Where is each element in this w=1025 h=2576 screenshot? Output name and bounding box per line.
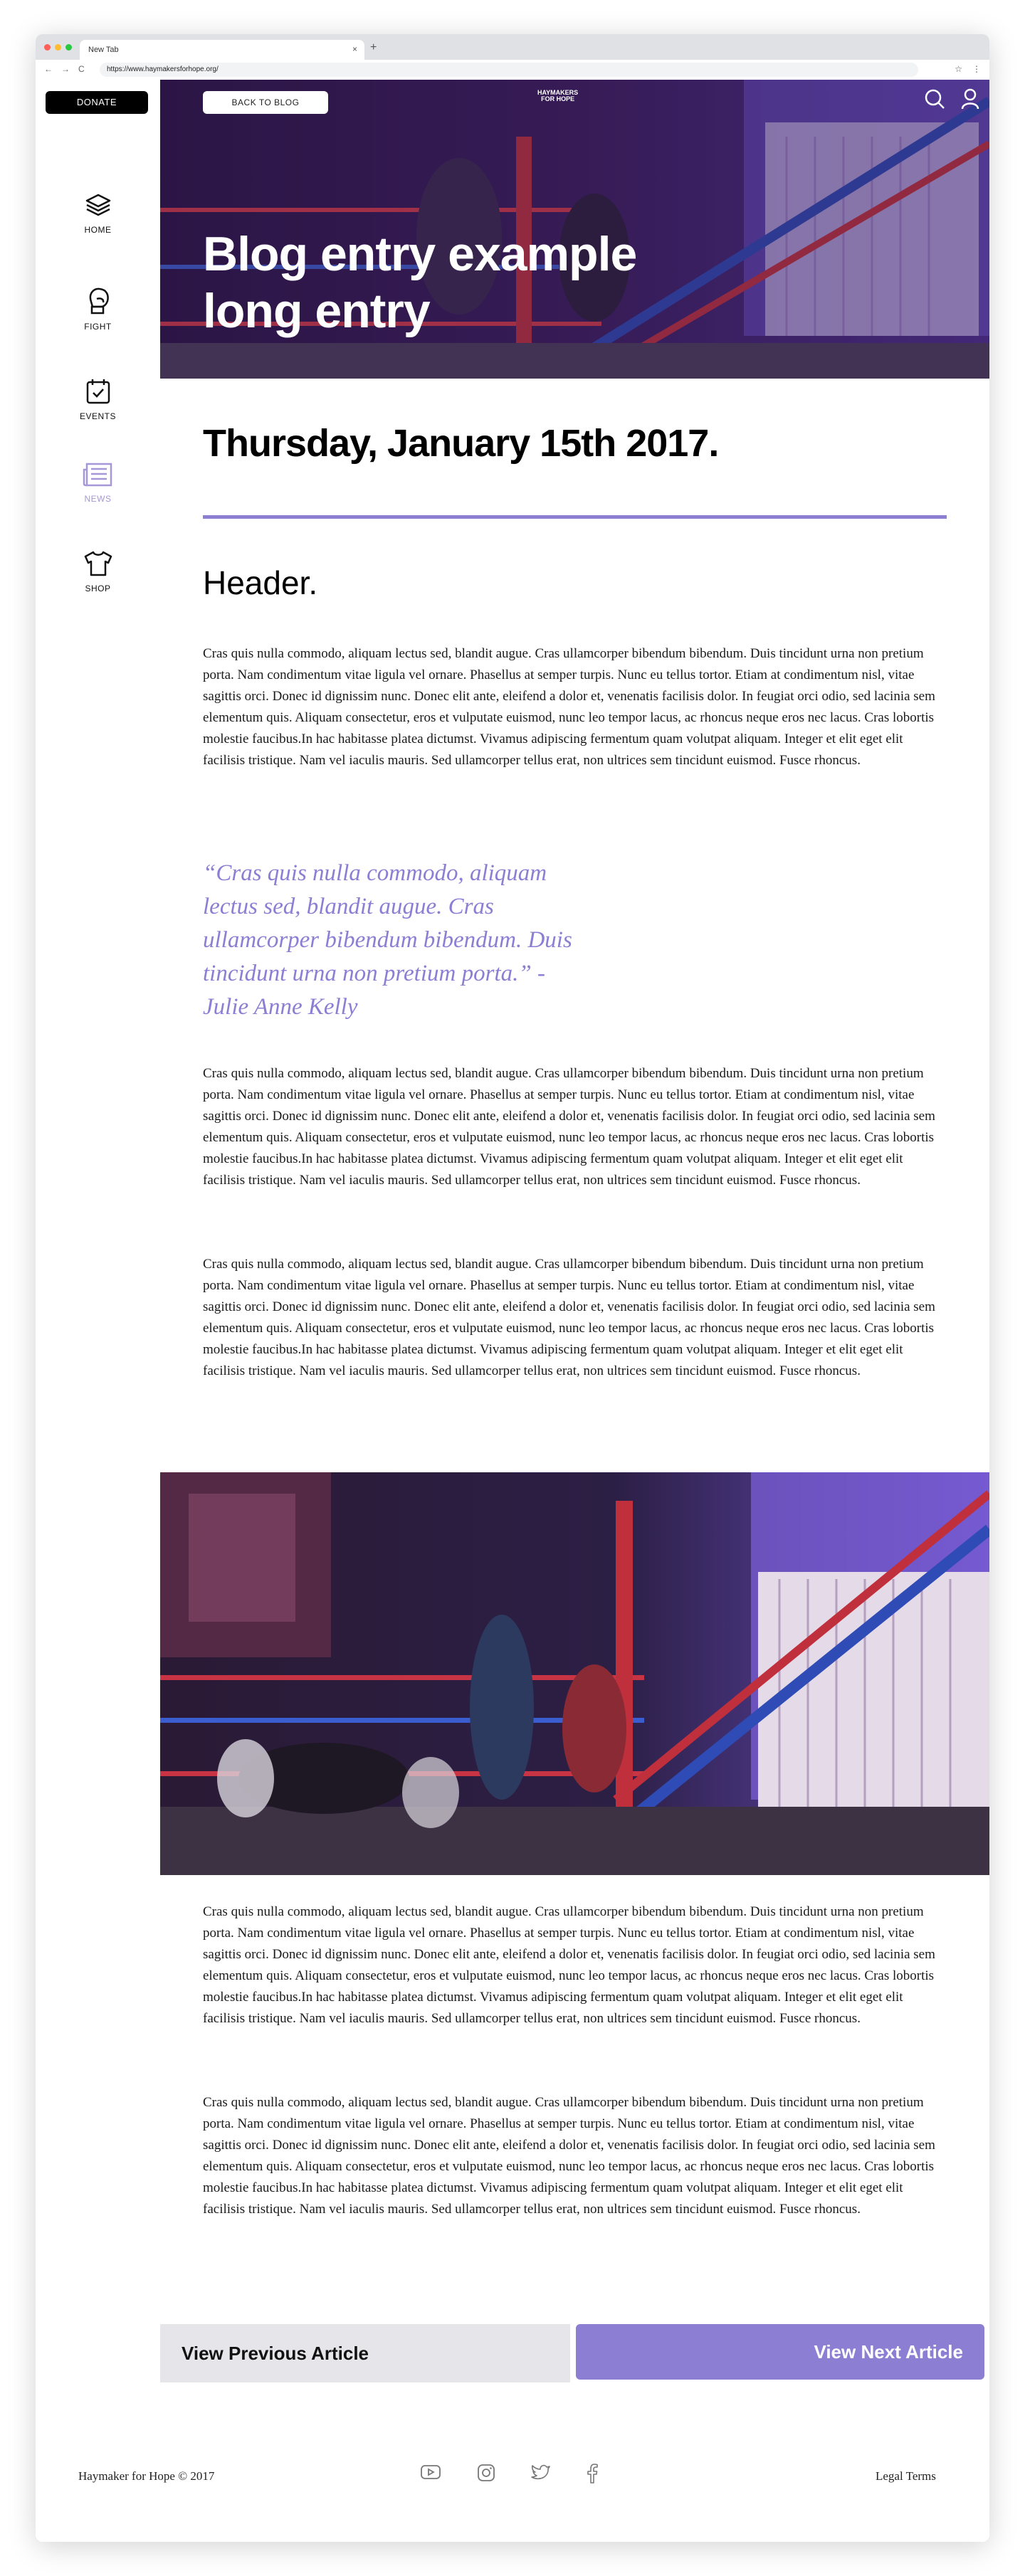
url-text: https://www.haymakersforhope.org/ bbox=[107, 65, 219, 73]
article-date: Thursday, January 15th 2017. bbox=[203, 422, 719, 465]
hero-banner bbox=[160, 80, 989, 379]
hero-actions bbox=[924, 88, 979, 110]
article-image bbox=[160, 1472, 989, 1875]
sidebar bbox=[36, 80, 160, 2428]
title-line1: Blog entry example bbox=[203, 227, 637, 281]
social-links bbox=[420, 2464, 598, 2483]
page-viewport bbox=[36, 80, 989, 2542]
browser-menu-icon[interactable]: ⋮ bbox=[972, 64, 981, 74]
sidebar-item-label: EVENTS bbox=[79, 411, 116, 421]
sidebar-item-shop[interactable] bbox=[36, 549, 160, 593]
next-article-button[interactable] bbox=[576, 2324, 984, 2380]
twitter-icon[interactable] bbox=[531, 2464, 551, 2481]
pull-quote: “Cras quis nulla commodo, aliquam lectus sed, blandit augue. Cras ullamcorper bibendum bibendum. Duis tincidunt urna non pretium porta.” - Julie Anne Kelly bbox=[203, 860, 572, 1020]
minimize-window-button[interactable] bbox=[55, 44, 61, 51]
close-window-button[interactable] bbox=[44, 44, 51, 51]
logo-line2: FOR HOPE bbox=[541, 95, 575, 102]
url-field[interactable] bbox=[100, 63, 918, 77]
back-arrow-icon[interactable]: ← bbox=[44, 64, 53, 74]
boxing-ring-photo bbox=[160, 1472, 989, 1875]
sidebar-item-label: HOME bbox=[84, 225, 112, 235]
new-tab-button[interactable]: + bbox=[370, 41, 377, 53]
article-paragraph: Cras quis nulla commodo, aliquam lectus sed, blandit augue. Cras ullamcorper bibendum bibendum. Duis tincidunt urna non pretium porta. Nam condimentum vitae ligula vel ornare. Phasellus at semper turpis. Nunc eu tellus tortor. Etiam at condimentum nisl, vitae sagittis orci. Donec id dignissim nunc. Donec elit ante, eleifend a dolor et, venenatis facilisis dolor. In feugiat orci odio, sed lacinia sem elementum quis. Aliquam consectetur, eros et vulputate euismod, nunc leo tempor lacus, ac rhoncus neque eros nec lacus. Cras lobortis molestie faucibus.In hac habitasse platea dictumst. Vivamus adipiscing fermentum quam volutpat aliquam. Integer et elit eget elit facilisis tristique. Nam vel iaculis mauris. Sed ullamcorper tellus erat, non ultrices sem tincidunt euismod. Fusce rhoncus. bbox=[203, 646, 935, 768]
sidebar-item-events[interactable] bbox=[36, 377, 160, 421]
browser-tab[interactable] bbox=[80, 40, 364, 60]
article-paragraph: Cras quis nulla commodo, aliquam lectus sed, blandit augue. Cras ullamcorper bibendum bibendum. Duis tincidunt urna non pretium porta. Nam condimentum vitae ligula vel ornare. Phasellus at semper turpis. Nunc eu tellus tortor. Etiam at condimentum nisl, vitae sagittis orci. Donec id dignissim nunc. Donec elit ante, eleifend a dolor et, venenatis facilisis dolor. In feugiat orci odio, sed lacinia sem elementum quis. Aliquam consectetur, eros et vulputate euismod, nunc leo tempor lacus, ac rhoncus neque eros nec lacus. Cras lobortis molestie faucibus.In hac habitasse platea dictumst. Vivamus adipiscing fermentum quam volutpat aliquam. Integer et elit eget elit facilisis tristique. Nam vel iaculis mauris. Sed ullamcorper tellus erat, non ultrices sem tincidunt euismod. Fusce rhoncus. bbox=[203, 1904, 935, 2026]
article-header: Header. bbox=[203, 564, 318, 601]
sidebar-item-news[interactable] bbox=[36, 461, 160, 504]
boxing-glove-icon bbox=[84, 286, 112, 316]
back-to-blog-button[interactable]: BACK TO BLOG bbox=[203, 91, 328, 114]
address-bar-row bbox=[36, 60, 989, 80]
page-title bbox=[203, 226, 730, 339]
sidebar-item-fight[interactable] bbox=[36, 286, 160, 332]
user-account-icon[interactable] bbox=[961, 88, 979, 110]
haymakers-logo[interactable] bbox=[537, 90, 578, 102]
newspaper-icon bbox=[83, 461, 114, 488]
tab-close-icon[interactable]: × bbox=[352, 44, 357, 54]
previous-article-label: View Previous Article bbox=[182, 2343, 369, 2364]
home-icon bbox=[84, 194, 112, 219]
tab-title: New Tab bbox=[88, 46, 119, 54]
copyright-text: Haymaker for Hope © 2017 bbox=[78, 2469, 215, 2483]
browser-nav bbox=[44, 64, 85, 74]
previous-article-button[interactable] bbox=[160, 2324, 570, 2382]
browser-titlebar bbox=[36, 34, 989, 60]
shirt-icon bbox=[83, 549, 114, 578]
sidebar-item-label: SHOP bbox=[85, 584, 111, 593]
youtube-icon[interactable] bbox=[420, 2464, 441, 2481]
reload-icon[interactable]: C bbox=[78, 64, 85, 74]
footer bbox=[36, 2449, 989, 2520]
article-paragraph: Cras quis nulla commodo, aliquam lectus sed, blandit augue. Cras ullamcorper bibendum bibendum. Duis tincidunt urna non pretium porta. Nam condimentum vitae ligula vel ornare. Phasellus at semper turpis. Nunc eu tellus tortor. Etiam at condimentum nisl, vitae sagittis orci. Donec id dignissim nunc. Donec elit ante, eleifend a dolor et, venenatis facilisis dolor. In feugiat orci odio, sed lacinia sem elementum quis. Aliquam consectetur, eros et vulputate euismod, nunc leo tempor lacus, ac rhoncus neque eros nec lacus. Cras lobortis molestie faucibus.In hac habitasse platea dictumst. Vivamus adipiscing fermentum quam volutpat aliquam. Integer et elit eget elit facilisis tristique. Nam vel iaculis mauris. Sed ullamcorper tellus erat, non ultrices sem tincidunt euismod. Fusce rhoncus. bbox=[203, 1066, 935, 1188]
next-article-label: View Next Article bbox=[814, 2341, 963, 2363]
article-paragraph: Cras quis nulla commodo, aliquam lectus sed, blandit augue. Cras ullamcorper bibendum bibendum. Duis tincidunt urna non pretium porta. Nam condimentum vitae ligula vel ornare. Phasellus at semper turpis. Nunc eu tellus tortor. Etiam at condimentum nisl, vitae sagittis orci. Donec id dignissim nunc. Donec elit ante, eleifend a dolor et, venenatis facilisis dolor. In feugiat orci odio, sed lacinia sem elementum quis. Aliquam consectetur, eros et vulputate euismod, nunc leo tempor lacus, ac rhoncus neque eros nec lacus. Cras lobortis molestie faucibus.In hac habitasse platea dictumst. Vivamus adipiscing fermentum quam volutpat aliquam. Integer et elit eget elit facilisis tristique. Nam vel iaculis mauris. Sed ullamcorper tellus erat, non ultrices sem tincidunt euismod. Fusce rhoncus. bbox=[203, 1257, 935, 1378]
title-line2: long entry bbox=[203, 284, 430, 338]
sidebar-item-home[interactable] bbox=[36, 194, 160, 235]
article-paragraph: Cras quis nulla commodo, aliquam lectus sed, blandit augue. Cras ullamcorper bibendum bibendum. Duis tincidunt urna non pretium porta. Nam condimentum vitae ligula vel ornare. Phasellus at semper turpis. Nunc eu tellus tortor. Etiam at condimentum nisl, vitae sagittis orci. Donec id dignissim nunc. Donec elit ante, eleifend a dolor et, venenatis facilisis dolor. In feugiat orci odio, sed lacinia sem elementum quis. Aliquam consectetur, eros et vulputate euismod, nunc leo tempor lacus, ac rhoncus neque eros nec lacus. Cras lobortis molestie faucibus.In hac habitasse platea dictumst. Vivamus adipiscing fermentum quam volutpat aliquam. Integer et elit eget elit facilisis tristique. Nam vel iaculis mauris. Sed ullamcorper tellus erat, non ultrices sem tincidunt euismod. Fusce rhoncus. bbox=[203, 2095, 935, 2217]
window-controls bbox=[44, 44, 72, 51]
logo-line1: HAYMAKERS bbox=[537, 89, 579, 96]
sidebar-item-label: NEWS bbox=[84, 494, 112, 504]
donate-button[interactable]: DONATE bbox=[46, 91, 148, 114]
legal-terms-link[interactable]: Legal Terms bbox=[876, 2469, 936, 2483]
browser-window bbox=[36, 34, 989, 2542]
search-icon[interactable] bbox=[924, 88, 945, 110]
divider bbox=[203, 515, 947, 519]
sidebar-item-label: FIGHT bbox=[84, 322, 112, 332]
facebook-icon[interactable] bbox=[587, 2464, 598, 2483]
main-content bbox=[160, 80, 989, 2428]
browser-actions bbox=[955, 64, 981, 74]
instagram-icon[interactable] bbox=[477, 2464, 495, 2482]
bookmark-star-icon[interactable]: ☆ bbox=[955, 64, 962, 74]
forward-arrow-icon[interactable]: → bbox=[61, 64, 70, 74]
maximize-window-button[interactable] bbox=[65, 44, 72, 51]
calendar-icon bbox=[84, 377, 112, 406]
